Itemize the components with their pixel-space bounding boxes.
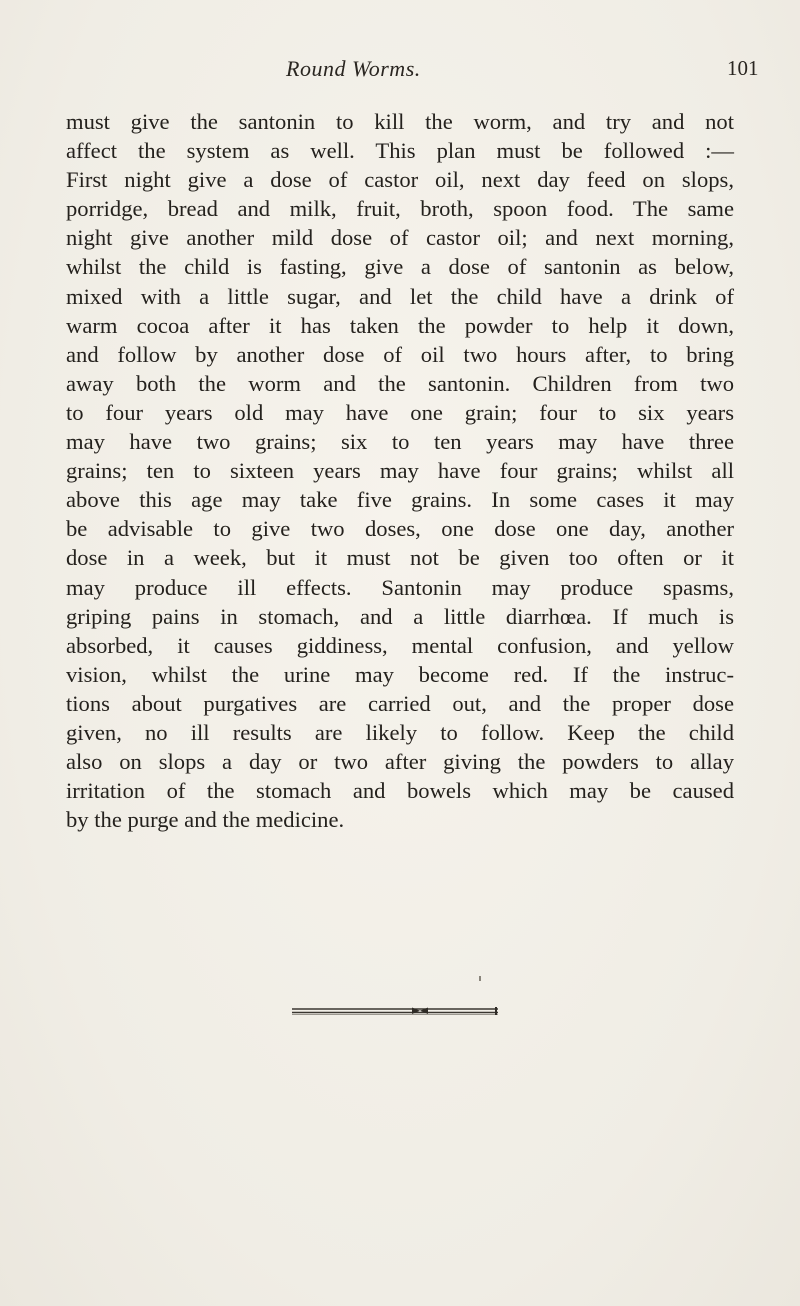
text-line: grains; ten to sixteen years may have four grains; whilst all — [66, 458, 734, 484]
text-line: above this age may take five grains. In some cases it may — [66, 487, 734, 513]
text-line: porridge, bread and milk, fruit, broth, spoon food. The same — [66, 196, 734, 222]
text-line: to four years old may have one grain; four to six years — [66, 399, 734, 425]
text-line: by the purge and the medicine. — [66, 807, 345, 833]
text-line: First night give a dose of castor oil, next day feed on slops, — [66, 167, 734, 193]
page-number: 101 — [727, 56, 759, 80]
end-rule-ornament — [292, 1006, 500, 1016]
text-line: be advisable to give two doses, one dose one day, another — [66, 516, 734, 542]
text-line: absorbed, it causes giddiness, mental confusion, and yellow — [66, 632, 734, 658]
text-line: must give the santonin to kill the worm, and try and not — [66, 109, 734, 134]
text-line: away both the worm and the santonin. Children from two — [66, 370, 734, 396]
text-line: vision, whilst the urine may become red. If the instruc- — [66, 661, 734, 687]
text-line: and follow by another dose of oil two hours after, to bring — [66, 341, 734, 367]
text-line: griping pains in stomach, and a little diarrhœa. If much is — [66, 603, 734, 629]
text-line: may produce ill effects. Santonin may produce spasms, — [66, 574, 734, 600]
text-line: irritation of the stomach and bowels which may be caused — [66, 778, 734, 804]
text-line: whilst the child is fasting, give a dose of santonin as below, — [66, 254, 734, 280]
running-title: Round Worms. — [286, 56, 421, 81]
running-head — [0, 56, 800, 86]
text-line: night give another mild dose of castor oil; and next morning, — [66, 225, 734, 251]
text-line: mixed with a little sugar, and let the child have a drink of — [66, 283, 734, 309]
text-line: tions about purgatives are carried out, and the proper dose — [66, 690, 734, 716]
text-line: given, no ill results are likely to follow. Keep the child — [66, 719, 734, 745]
ink-speck — [479, 976, 481, 981]
text-line: dose in a week, but it must not be given too often or it — [66, 545, 734, 571]
text-line: also on slops a day or two after giving the powders to allay — [66, 749, 734, 775]
text-line: affect the system as well. This plan must be followed :— — [66, 138, 734, 164]
body-paragraph — [66, 107, 734, 834]
text-line: warm cocoa after it has taken the powder to help it down, — [66, 312, 734, 338]
text-line: may have two grains; six to ten years may have three — [66, 429, 734, 455]
